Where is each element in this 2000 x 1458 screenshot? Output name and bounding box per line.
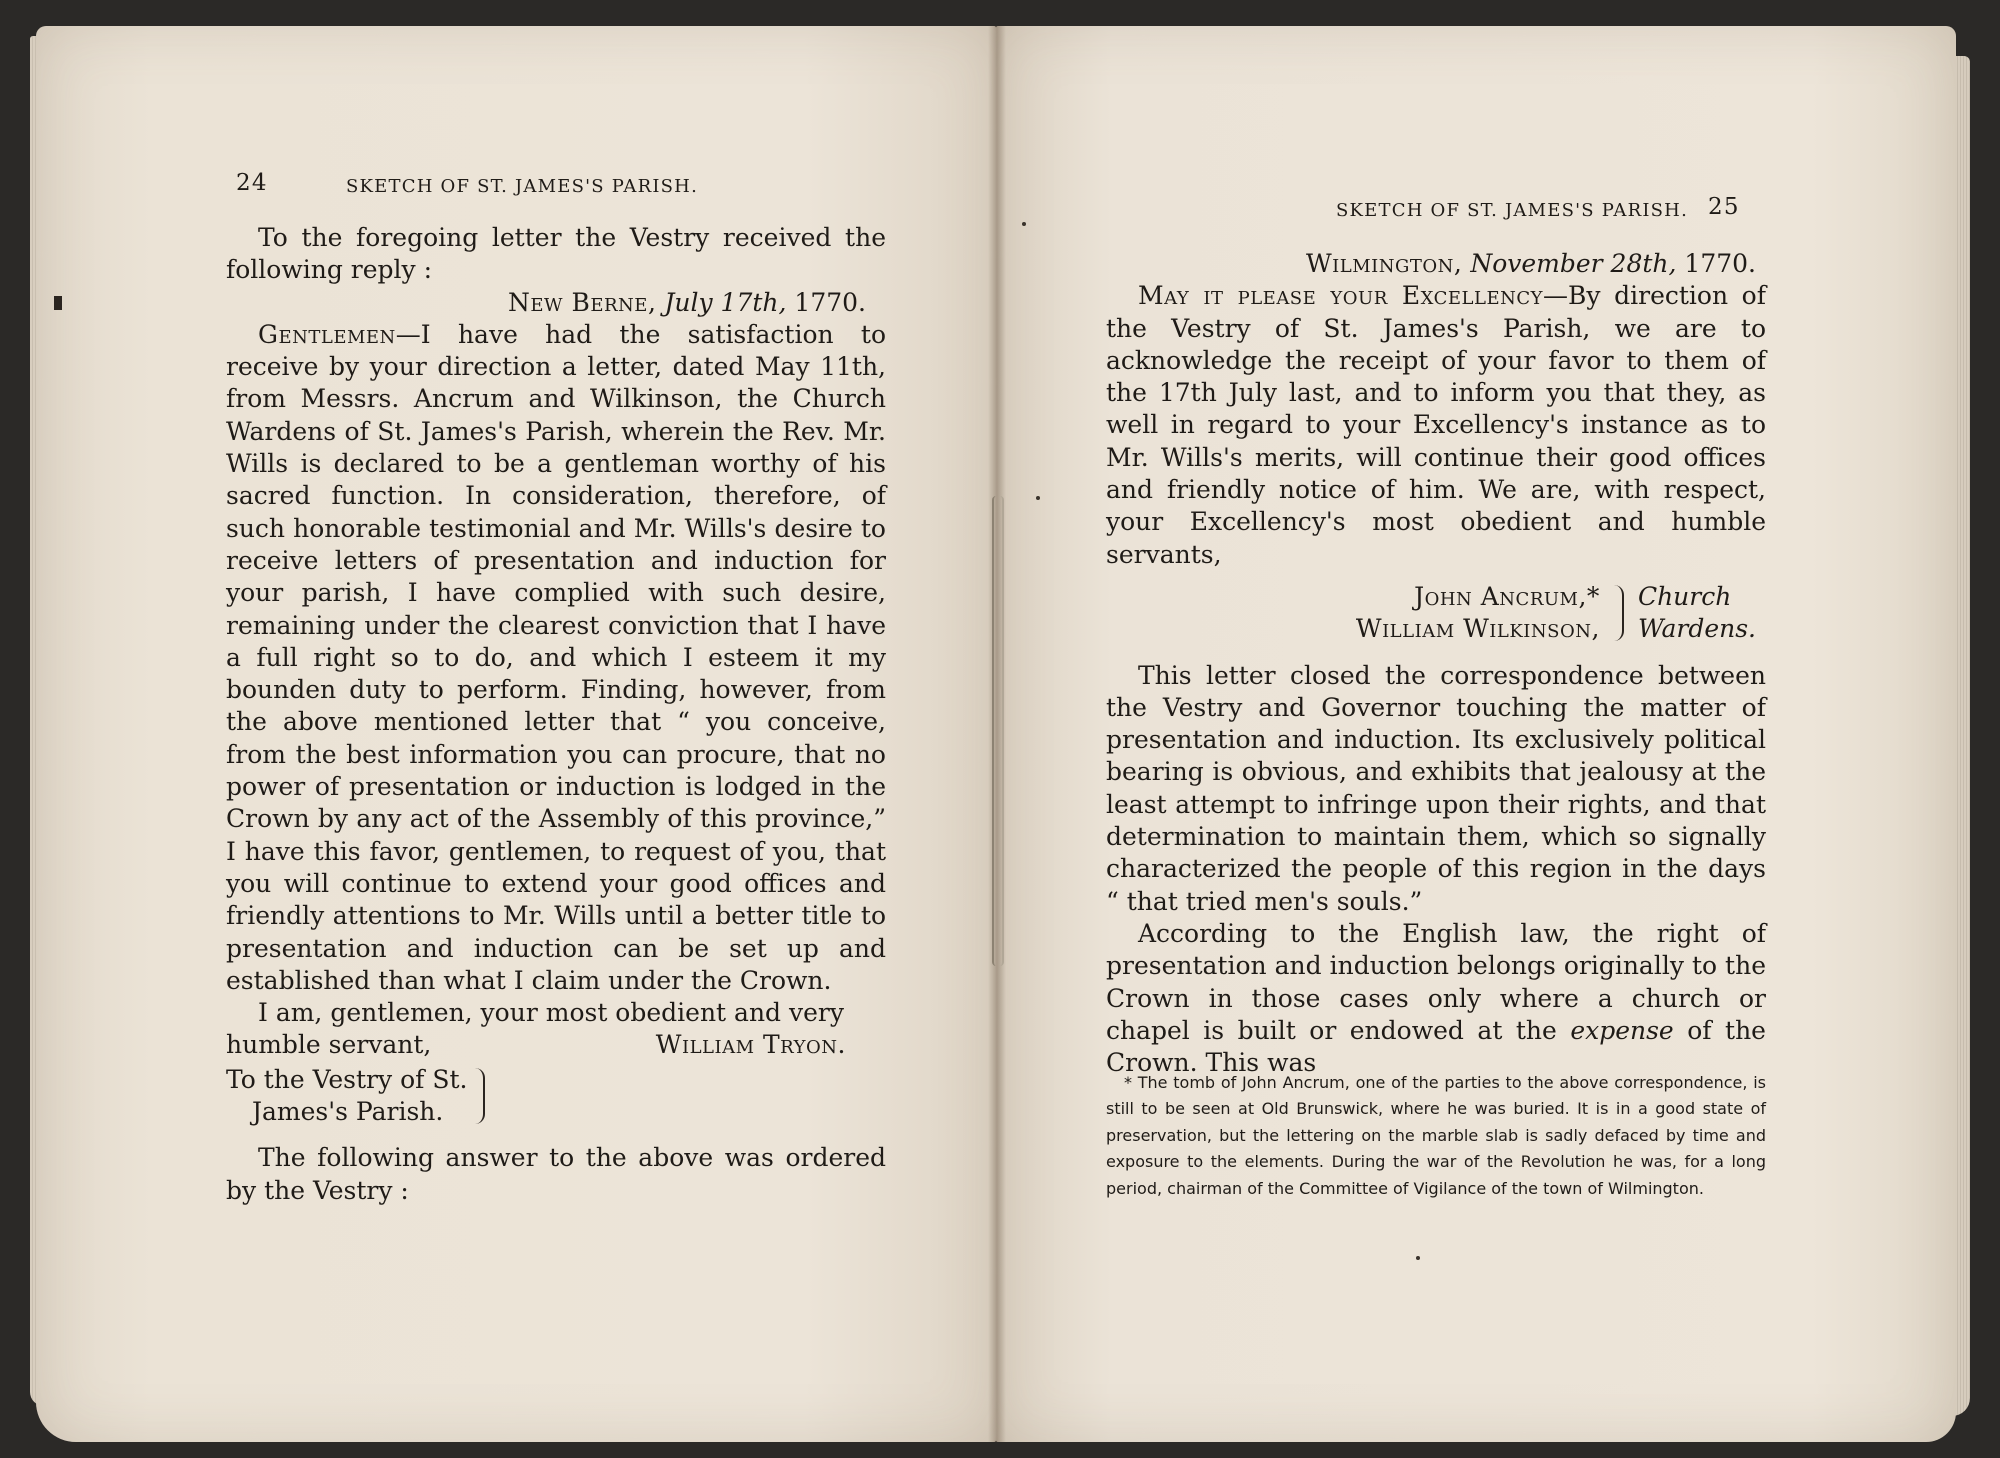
left-dateline-place: New Berne,	[508, 287, 657, 317]
left-text-column	[226, 222, 886, 1207]
right-text-column	[1106, 248, 1766, 1079]
tryon-closing-line-1: I am, gentlemen, your most obedient and very	[258, 998, 844, 1028]
signatory-wilkinson: William Wilkinson,	[1355, 614, 1600, 644]
signatory-role	[1624, 581, 1756, 646]
left-page	[36, 26, 996, 1442]
left-running-head: SKETCH OF ST. JAMES'S PARISH.	[346, 176, 699, 197]
left-dateline-date: July 17th,	[664, 287, 787, 317]
speck	[1022, 222, 1026, 226]
addressee-block	[226, 1064, 886, 1129]
speck	[1036, 496, 1040, 500]
left-outro-paragraph: The following answer to the above was ordered by the Vestry :	[226, 1143, 886, 1205]
signatory-role-line-2: Wardens.	[1637, 614, 1756, 644]
tryon-closing	[226, 997, 886, 1062]
open-book	[36, 26, 1956, 1442]
speck	[1416, 1256, 1420, 1260]
footnote-text: * The tomb of John Ancrum, one of the parties to the above correspondence, is still to be seen at Old Brunswick, where he was buried. It is in a good state of preservation, but the lettering on the marble slab is sadly defaced by time and exposure to the elements. During the war of the Revolution he was, for a long period, chairman of the Committee of Vigilance of the town of Wilmington.	[1106, 1073, 1766, 1198]
right-dateline-place: Wilmington,	[1305, 249, 1463, 278]
left-dateline-year: 1770.	[794, 287, 866, 317]
tryon-letter-body	[226, 319, 886, 997]
tryon-closing-servant: humble servant,	[226, 1030, 432, 1060]
right-dateline	[1106, 248, 1756, 280]
church-wardens-signatures	[1106, 581, 1756, 646]
left-intro-paragraph: To the foregoing letter the Vestry received the following reply :	[226, 223, 886, 285]
addressee-line-1: To the Vestry of St.	[226, 1064, 468, 1094]
right-dateline-date: November 28th,	[1470, 249, 1677, 278]
tryon-closing-line-2	[226, 1029, 886, 1061]
addressee-lines	[226, 1064, 467, 1129]
right-paragraph-2-italic: expense	[1570, 1015, 1674, 1045]
addressee-line-2: James's Parish.	[252, 1097, 444, 1127]
right-page	[996, 26, 1956, 1442]
spacer	[226, 1128, 886, 1142]
vestry-reply-text: —By direction of the Vestry of St. James's Parish, we are to acknowledge the receipt of your favor to them of the 17th July last, and to inform you that they, as well in regard to your Excellency's instance as to Mr. Wills's merits, will continue their good offices and friendly notice of him. We are, with respect, your Excellency's most obedient and humble servants,	[1106, 281, 1766, 569]
ancrum-footnote	[1106, 1070, 1766, 1202]
right-paragraph-2	[1106, 918, 1766, 1079]
vestry-reply-body	[1106, 280, 1766, 571]
right-paragraph-2-end: of the Crown. This was	[1106, 1015, 1766, 1078]
vestry-salutation: May it please your Excellency	[1138, 281, 1543, 311]
right-running-head: SKETCH OF ST. JAMES'S PARISH.	[1336, 200, 1689, 221]
signatory-names	[1356, 581, 1600, 646]
binding-stitch	[992, 496, 1004, 966]
signatory-role-line-1: Church	[1637, 581, 1732, 611]
signatory-ancrum: John Ancrum,*	[1414, 581, 1600, 611]
right-paragraph-2-start: According to the English law, the right of presentation and induction belongs originally to the Crown in those cases only where a church or chapel is built or endowed at the	[1106, 918, 1766, 1045]
left-dateline	[226, 287, 866, 319]
tryon-letter-text: —I have had the satisfaction to receive by your direction a letter, dated May 11th, from Messrs. Ancrum and Wilkinson, the Church Wardens of St. James's Parish, wherein the Rev. Mr. Wills is declared to be a gentleman worthy of his sacred function. In consideration, therefore, of such honorable testimonial and Mr. Wills's desire to receive letters of presentation and induction for your parish, I have complied with such desire, remaining under the clearest conviction that I have a full right so to do, and which I esteem it my bounden duty to perform. Finding, however, from the above mentioned letter that “ you conceive, from the best information you can procure, that no power of presentation or induction is lodged in the Crown by any act of the Assembly of this province,” I have this favor, gentlemen, to request of you, that you will continue to extend your good offices and friendly attentions to Mr. Wills until a better title to presentation and induction can be set up and established than what I claim under the Crown.	[226, 319, 886, 995]
right-paragraph-1: This letter closed the correspondence between the Vestry and Governor touching the matter of presentation and induction. Its exclusively political bearing is obvious, and exhibits that jealousy at the least attempt to infringe upon their rights, and that determination to maintain them, which so signally characterized the people of this region in the days “ that tried men's souls.”	[1106, 660, 1766, 916]
page-edge-tab	[54, 296, 62, 310]
right-dateline-year: 1770.	[1684, 249, 1756, 278]
tryon-signature: William Tryon.	[655, 1030, 846, 1060]
left-page-number: 24	[236, 170, 268, 196]
addressee-brace	[473, 1068, 485, 1124]
signatory-brace	[1612, 585, 1624, 641]
tryon-salutation: Gentlemen	[258, 319, 396, 349]
right-page-number: 25	[1708, 194, 1740, 220]
